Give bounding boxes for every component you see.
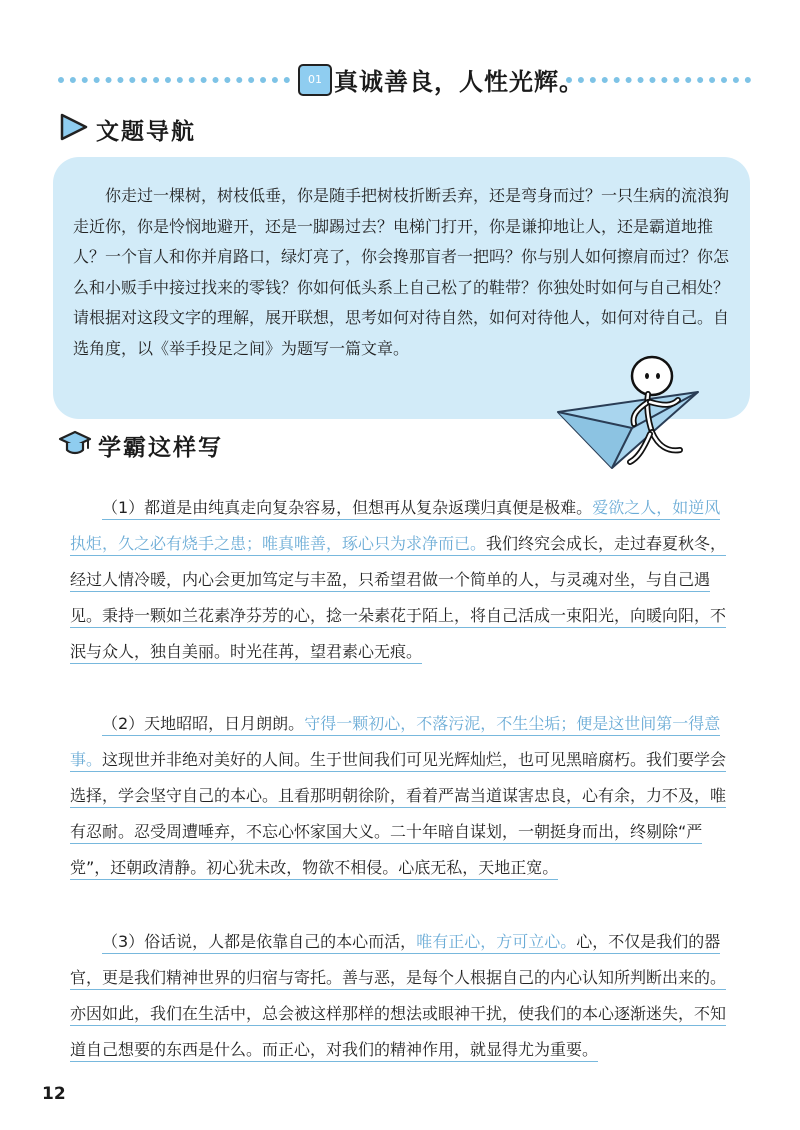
paragraph-1-lead: （1）都道是由纯真走向复杂容易，但想再从复杂返璞归真便是极难。 — [102, 498, 593, 517]
paragraph-3-body: 心，不仅是我们的器官，更是我们精神世界的归宿与寄托。善与恶，是每个人根据自己的内心认知所判断出来的。亦因如此，我们在生活中，总会被这样那样的想法或眼神干扰，使我们的本心逐渐迷失，不知道自己想要的东西是什么。而正心，对我们的精神作用，就显得尤为重要。 — [70, 932, 727, 1059]
dotted-rule-left — [58, 77, 290, 83]
graduation-cap-icon — [58, 428, 92, 462]
prompt-text: 你走过一棵树，树枝低垂，你是随手把树枝折断丢弃，还是弯身而过？一只生病的流浪狗走近你，你是怜悯地避开，还是一脚踢过去？电梯门打开，你是谦抑地让人，还是霸道地推人？一个盲人和你并肩路口，绿灯亮了，你会搀那盲者一把吗？你与别人如何擦肩而过？你怎么和小贩手中接过找来的零钱？你如何低头系上自己松了的鞋带？你独处时如何与自己相处？ 请根据对这段文字的理解，展开联想，思考如何对待自然，如何对待他人，如何对待自己。自选角度，以《举手投足之间》为题写一篇文章。 — [73, 186, 730, 358]
guide-heading — [58, 112, 196, 146]
paragraph-1-highlight: 爱欲之人，如逆风执炬，久之必有烧手之患；唯真唯善，琢心只为求净而已。 — [70, 498, 721, 553]
essay-paragraph-3 — [70, 924, 734, 1068]
samples-heading — [58, 428, 223, 462]
paper-plane-mascot-icon — [552, 350, 722, 480]
samples-heading-label: 学霸这样写 — [98, 433, 223, 461]
essay-paragraph-2 — [70, 706, 734, 886]
chapter-header — [0, 60, 800, 100]
dotted-rule-right — [566, 77, 751, 83]
play-triangle-icon — [58, 112, 90, 146]
paragraph-3-lead: （3）俗话说，人都是依靠自己的本心而活， — [102, 932, 417, 951]
chapter-number-badge: 01 — [298, 64, 332, 96]
paragraph-2-lead: （2）天地昭昭，日月朗朗。 — [102, 714, 305, 733]
essay-paragraph-1 — [70, 490, 734, 670]
guide-heading-label: 文题导航 — [96, 117, 196, 145]
paragraph-3-highlight: 唯有正心，方可立心。 — [416, 932, 577, 951]
paragraph-2-body: 这现世并非绝对美好的人间。生于世间我们可见光辉灿烂，也可见黑暗腐朽。我们要学会选择，学会坚守自己的本心。且看那明朝徐阶，看着严嵩当道谋害忠良，心有余，力不及，唯有忍耐。忍受周遭唾弃，不忘心怀家国大义。二十年暗自谋划，一朝挺身而出，终剔除“严党”，还朝政清静。初心犹未改，物欲不相侵。心底无私，天地正宽。 — [70, 750, 727, 877]
paragraph-2-highlight: 守得一颗初心，不落污泥，不生尘垢；便是这世间第一得意事。 — [70, 714, 721, 769]
page-number: 12 — [42, 1084, 66, 1104]
chapter-title: 真诚善良，人性光辉。 — [334, 67, 584, 96]
paragraph-1-body: 我们终究会成长，走过春夏秋冬，经过人情冷暖，内心会更加笃定与丰盈，只希望君做一个简单的人，与灵魂对坐，与自己遇见。秉持一颗如兰花素净芬芳的心，捻一朵素花于陌上，将自己活成一束阳光，向暖向阳，不泯与众人，独自美丽。时光荏苒，望君素心无痕。 — [70, 534, 727, 661]
